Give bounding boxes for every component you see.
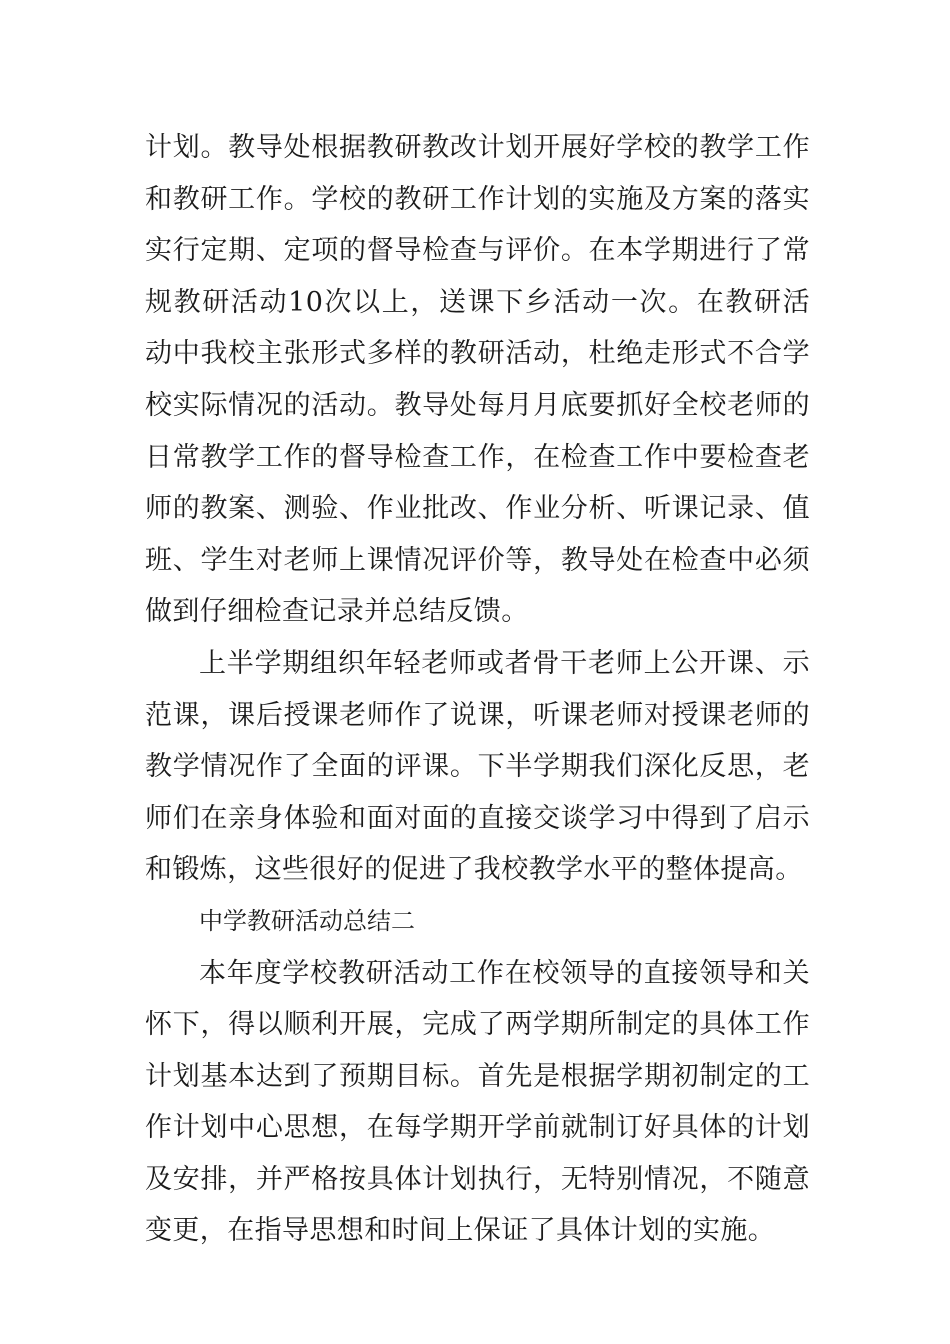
document-body [145, 122, 810, 1257]
section-heading: 中学教研活动总结二 [199, 906, 415, 935]
paragraph-teaching-plan: 计划。教导处根据教研教改计划开展好学校的教学工作和教研工作。学校的教研工作计划的实施及方案的落实实行定期、定项的督导检查与评价。在本学期进行了常规教研活动10次以上，送课下乡活动一次。在教研活动中我校主张形式多样的教研活动，杜绝走形式不合学校实际情况的活动。教导处每月月底要抓好全校老师的日常教学工作的督导检查工作，在检查工作中要检查老师的教案、测验、作业批改、作业分析、听课记录、值班、学生对老师上课情况评价等，教导处在检查中必须做到仔细检查记录并总结反馈。 [145, 132, 810, 628]
paragraph-open-classes: 上半学期组织年轻老师或者骨干老师上公开课、示范课，课后授课老师作了说课，听课老师对授课老师的教学情况作了全面的评课。下半学期我们深化反思，老师们在亲身体验和面对面的直接交谈学习中得到了启示和锻炼，这些很好的促进了我校教学水平的整体提高。 [145, 647, 810, 886]
paragraph-annual-summary: 本年度学校教研活动工作在校领导的直接领导和关怀下，得以顺利开展，完成了两学期所制定的具体工作计划基本达到了预期目标。首先是根据学期初制定的工作计划中心思想，在每学期开学前就制订好具体的计划及安排，并严格按具体计划执行，无特别情况，不随意变更，在指导思想和时间上保证了具体计划的实施。 [145, 957, 810, 1247]
